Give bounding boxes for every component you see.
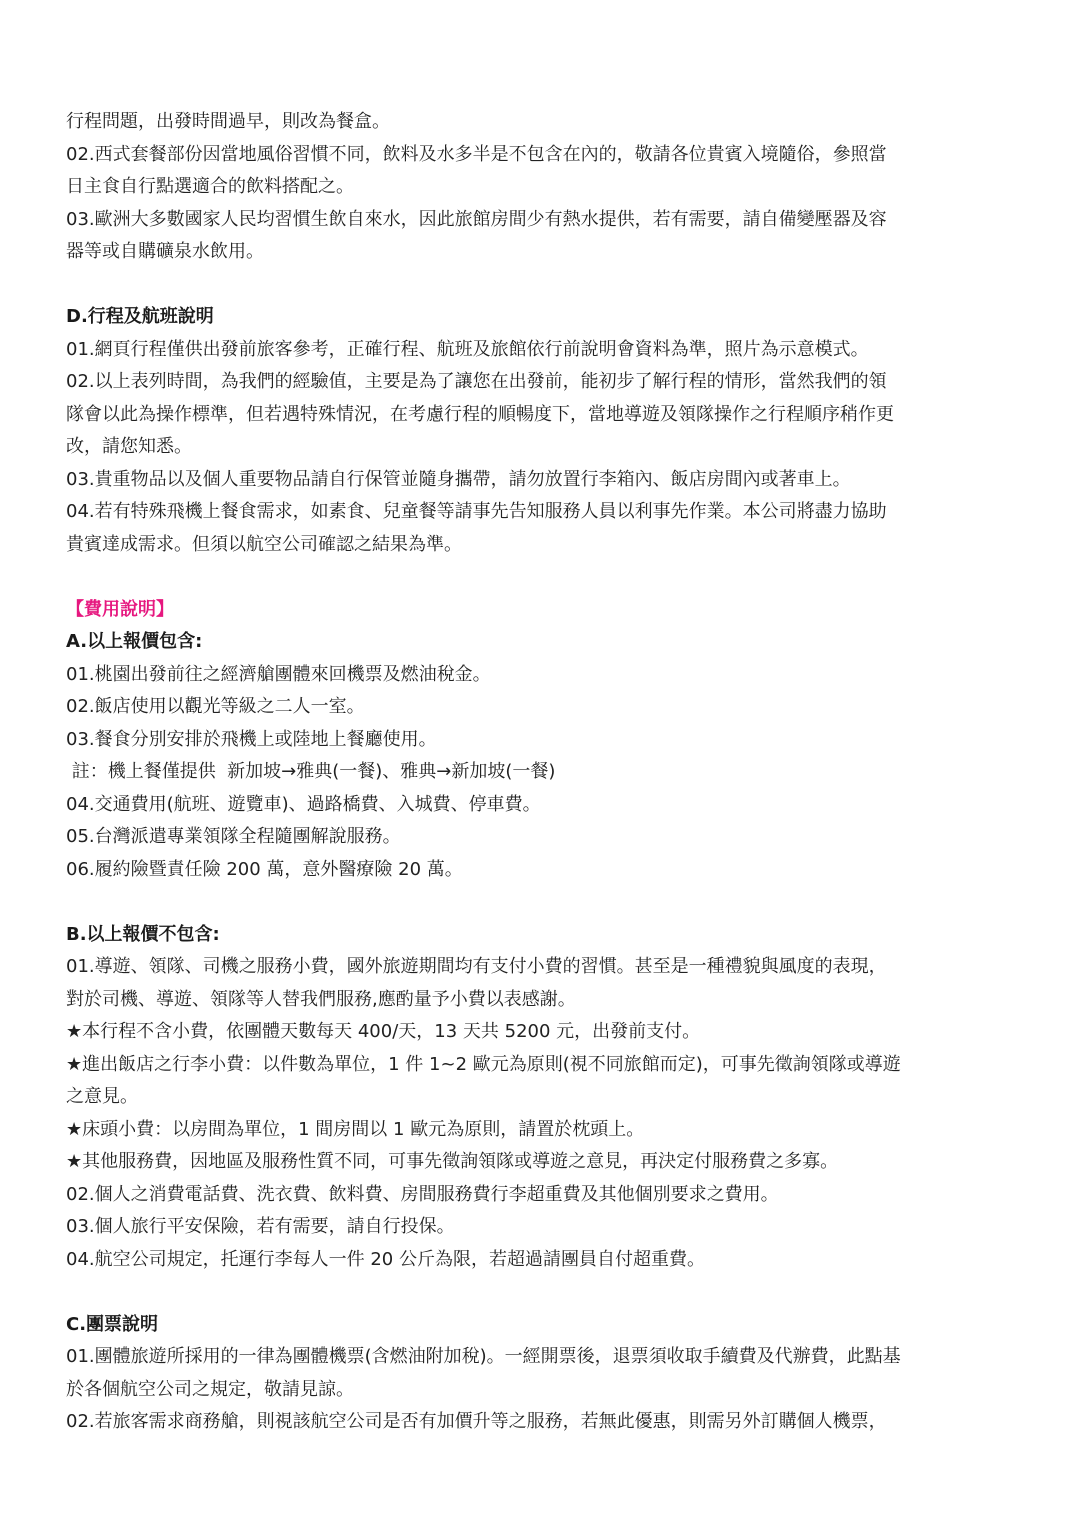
section-a-line-3: 03.餐食分別安排於飛機上或陸地上餐廳使用。	[66, 728, 437, 750]
document-page	[66, 106, 1016, 1439]
section-d-line-2: 02.以上表列時間，為我們的經驗值，主要是為了讓您在出發前，能初步了解行程的情形，當然我們的領	[66, 371, 887, 392]
section-a-line-1: 01.桃園出發前往之經濟艙團體來回機票及燃油稅金。	[66, 663, 491, 685]
section-b-line-7: ★其他服務費，因地區及服務性質不同，可事先徵詢領隊或導遊之意見，再決定付服務費之多寡。	[66, 1151, 839, 1172]
section-a-note: 註：機上餐僅提供 新加坡→雅典(一餐)、雅典→新加坡(一餐)	[66, 761, 556, 782]
meals-notes	[66, 106, 1016, 269]
section-a-line-2: 02.飯店使用以觀光等級之二人一室。	[66, 696, 365, 717]
section-b-line-6: ★床頭小費：以房間為單位，1 間房間以 1 歐元為原則，請置於枕頭上。	[66, 1118, 645, 1140]
spacer	[66, 886, 1016, 919]
spacer	[66, 561, 1016, 594]
spacer	[66, 269, 1016, 302]
meals-line-5: 器等或自購礦泉水飲用。	[66, 241, 264, 262]
section-b-line-4: ★進出飯店之行李小費：以件數為單位，1 件 1~2 歐元為原則(視不同旅館而定)，可事先徵詢領隊或導遊	[66, 1053, 901, 1075]
meals-line-1: 行程問題，出發時間過早，則改為餐盒。	[66, 111, 390, 132]
meals-line-2: 02.西式套餐部份因當地風俗習慣不同，飲料及水多半是不包含在內的，敬請各位貴賓入境隨俗，參照當	[66, 143, 887, 165]
section-a	[66, 626, 1016, 886]
section-b-line-8: 02.個人之消費電話費、洗衣費、飲料費、房間服務費行李超重費及其他個別要求之費用。	[66, 1183, 779, 1205]
section-b-line-5: 之意見。	[66, 1086, 138, 1107]
section-b	[66, 919, 1016, 1277]
section-c-heading: C.團票說明	[66, 1313, 159, 1335]
section-a-line-5: 05.台灣派遣專業領隊全程隨團解說服務。	[66, 826, 401, 847]
section-c-line-2: 於各個航空公司之規定，敬請見諒。	[66, 1378, 354, 1400]
section-b-line-1: 01.導遊、領隊、司機之服務小費，國外旅遊期間均有支付小費的習慣。甚至是一種禮貌與風度的表現，	[66, 956, 887, 977]
section-b-line-10: 04.航空公司規定，托運行李每人一件 20 公斤為限，若超過請團員自付超重費。	[66, 1248, 705, 1270]
section-d-heading: D.行程及航班說明	[66, 306, 214, 327]
meals-line-4: 03.歐洲大多數國家人民均習慣生飲自來水，因此旅館房間少有熱水提供，若有需要，請自備變壓器及容	[66, 208, 887, 230]
section-b-line-2: 對於司機、導遊、領隊等人替我們服務,應酌量予小費以表感謝。	[66, 988, 576, 1010]
spacer	[66, 1276, 1016, 1309]
section-a-line-4: 04.交通費用(航班、遊覽車)、過路橋費、入城費、停車費。	[66, 793, 541, 815]
section-b-line-3: ★本行程不含小費，依團體天數每天 400/天，13 天共 5200 元，出發前支付。	[66, 1021, 701, 1042]
section-a-heading: A.以上報價包含:	[66, 631, 203, 652]
section-b-heading: B.以上報價不包含:	[66, 923, 220, 945]
fees-title: 【費用說明】	[66, 598, 174, 620]
section-d-line-4: 改，請您知悉。	[66, 436, 192, 457]
section-c	[66, 1309, 1016, 1439]
section-d-line-1: 01.網頁行程僅供出發前旅客參考，正確行程、航班及旅館依行前說明會資料為準，照片為示意模式。	[66, 338, 869, 360]
section-d-line-6: 04.若有特殊飛機上餐食需求，如素食、兒童餐等請事先告知服務人員以利事先作業。本公司將盡力協助	[66, 501, 887, 522]
section-c-line-1: 01.團體旅遊所採用的一律為團體機票(含燃油附加稅)。一經開票後，退票須收取手續費及代辦費，此點基	[66, 1346, 901, 1367]
section-d-line-5: 03.貴重物品以及個人重要物品請自行保管並隨身攜帶，請勿放置行李箱內、飯店房間內或著車上。	[66, 468, 851, 490]
section-d-line-7: 貴賓達成需求。但須以航空公司確認之結果為準。	[66, 533, 462, 555]
section-b-line-9: 03.個人旅行平安保險，若有需要，請自行投保。	[66, 1216, 455, 1237]
section-c-line-3: 02.若旅客需求商務艙，則視該航空公司是否有加價升等之服務，若無此優惠，則需另外訂購個人機票，	[66, 1411, 887, 1432]
section-d-line-3: 隊會以此為操作標準，但若遇特殊情況，在考慮行程的順暢度下，當地導遊及領隊操作之行程順序稍作更	[66, 403, 894, 425]
section-a-line-6: 06.履約險暨責任險 200 萬，意外醫療險 20 萬。	[66, 858, 463, 880]
meals-line-3: 日主食自行點選適合的飲料搭配之。	[66, 176, 354, 197]
section-d	[66, 301, 1016, 561]
